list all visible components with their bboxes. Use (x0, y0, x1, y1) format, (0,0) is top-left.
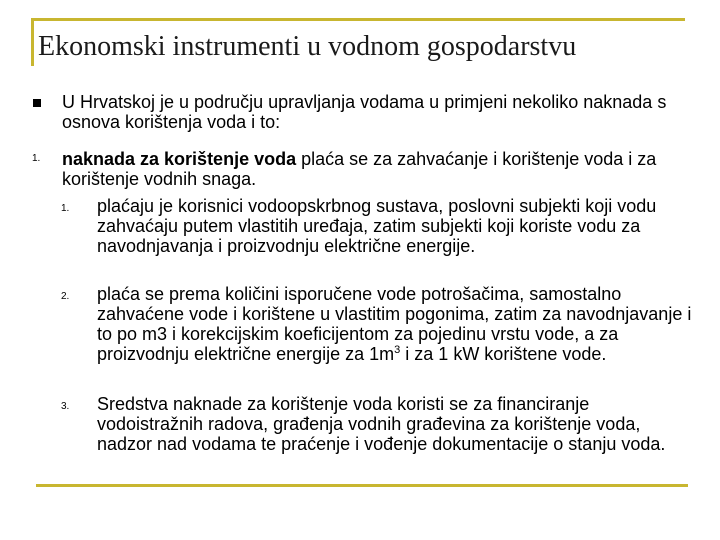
item-bold-heading: naknada za korištenje voda (62, 149, 297, 169)
accent-vertical-line (31, 18, 34, 66)
item-text: plaća se za zahvaćanje i korištenje voda i za korištenje vodnih snaga. (62, 149, 657, 189)
accent-top-line (31, 18, 685, 21)
subitem-number: 1. (61, 203, 70, 214)
slide-title: Ekonomski instrumenti u vodnom gospodarstvu (38, 31, 577, 62)
subitem-number: 2. (61, 291, 70, 302)
subitem-number: 3. (61, 401, 70, 412)
bullet-text: U Hrvatskoj je u području upravljanja vodama u primjeni nekoliko naknada s osnova korištenja voda i to: (62, 92, 667, 132)
subitem-3: Sredstva naknade za korištenje voda koristi se za financiranje vodoistražnih radova, građenja vodnih građevina za korištenje voda, nadzor nad vodama te praćenje i vođenje dokumentacije o stanju voda. (97, 394, 666, 454)
item-number: 1. (32, 153, 41, 164)
subitem-2-text: plaća se prema količini isporučene vode potrošačima, samostalno zahvaćene vode i korištene u vlastitim pogonima, zatim za navodnjavanje i to po m3 i korekcijskim koeficijentom za pojedinu vrstu vode, a za proizvodnju električne energije za 1m (97, 284, 692, 364)
square-bullet-icon (33, 99, 41, 107)
accent-bottom-line (36, 484, 688, 487)
subitem-2-text-end: i za 1 kW korištene vode. (400, 344, 607, 364)
subitem-2 (97, 284, 697, 364)
numbered-item-1 (62, 149, 702, 189)
superscript: 3 (394, 344, 401, 356)
subitem-1: plaćaju je korisnici vodoopskrbnog sustava, poslovni subjekti koji vodu zahvaćaju putem vlastitih uređaja, zatim subjekti koji koriste vodu za navodnjavanja i proizvodnju električne energije. (97, 196, 657, 256)
